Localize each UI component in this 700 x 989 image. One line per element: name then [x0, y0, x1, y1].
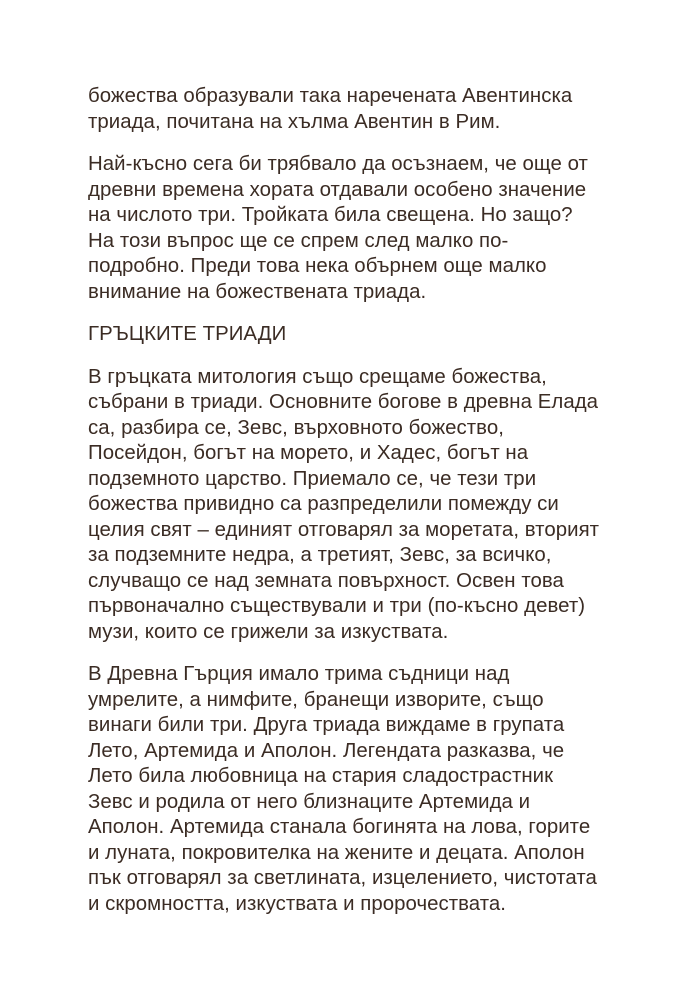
text-line: На този въпрос ще се спрем след малко по- — [88, 229, 509, 252]
text-line: Аполон. Артемида станала богинята на лова, горите — [88, 816, 591, 838]
text-line: събрани в триади. Основните богове в древна Елада — [88, 391, 599, 413]
text-line: божества привидно са разпределили помежду си — [88, 493, 559, 515]
text-line: подробно. Преди това нека обърнем още малко — [88, 255, 547, 277]
text-line: са, разбира се, Зевс, върховното божество, — [88, 416, 504, 439]
text-line: пък отговарял за светлината, изцелението, чистотата — [88, 867, 597, 889]
text-line: Най-късно сега би трябвало да осъзнаем, че още от — [88, 153, 588, 175]
text-line: Зевс и родила от него близнаците Артемида и — [88, 790, 531, 813]
text-line: триада, почитана на хълма Авентин в Рим. — [88, 110, 501, 133]
text-line: винаги били три. Друга триада виждаме в групата — [88, 714, 565, 736]
text-line: музи, които се грижели за изкуствата. — [88, 620, 449, 643]
text-line: първоначално съществували и три (по-късно девет) — [88, 595, 586, 617]
paragraph-number-three — [88, 152, 688, 305]
text-line: древни времена хората отдавали особено значение — [88, 178, 587, 201]
paragraph-greek-mythology — [88, 365, 688, 646]
text-line: В Древна Гърция имало трима съдници над — [88, 663, 510, 685]
text-line: Лето била любовница на стария сладострастник — [88, 765, 554, 787]
text-line: за подземните недра, а третият, Зевс, за всичко, — [88, 544, 552, 566]
text-line: подземното царство. Приемало се, че тези три — [88, 467, 537, 490]
text-line: Посейдон, богът на морето, и Хадес, богът на — [88, 442, 529, 464]
paragraph-aventine-triad — [88, 84, 688, 135]
text-line: целия свят – единият отговарял за моретата, вторият — [88, 518, 600, 541]
paragraph-ancient-greece — [88, 662, 688, 917]
text-line: и луната, покровителка на жените и децата. Аполон — [88, 841, 585, 864]
text-line: внимание на божествената триада. — [88, 280, 427, 303]
text-line: на числото три. Тройката била свещена. Но защо? — [88, 204, 573, 226]
text-line: умрелите, а нимфите, бранещи изворите, също — [88, 688, 544, 711]
text-line: и скромността, изкуствата и пророчествата. — [88, 892, 507, 915]
text-line: Лето, Артемида и Аполон. Легендата разказва, че — [88, 739, 565, 762]
page-body — [88, 84, 688, 934]
text-line: В гръцката митология също срещаме божества, — [88, 365, 547, 388]
text-line: случващо се над земната повърхност. Освен това — [88, 569, 564, 592]
text-line: божества образували така наречената Авентинска — [88, 85, 573, 107]
section-heading: ГРЪЦКИТЕ ТРИАДИ — [88, 323, 287, 345]
